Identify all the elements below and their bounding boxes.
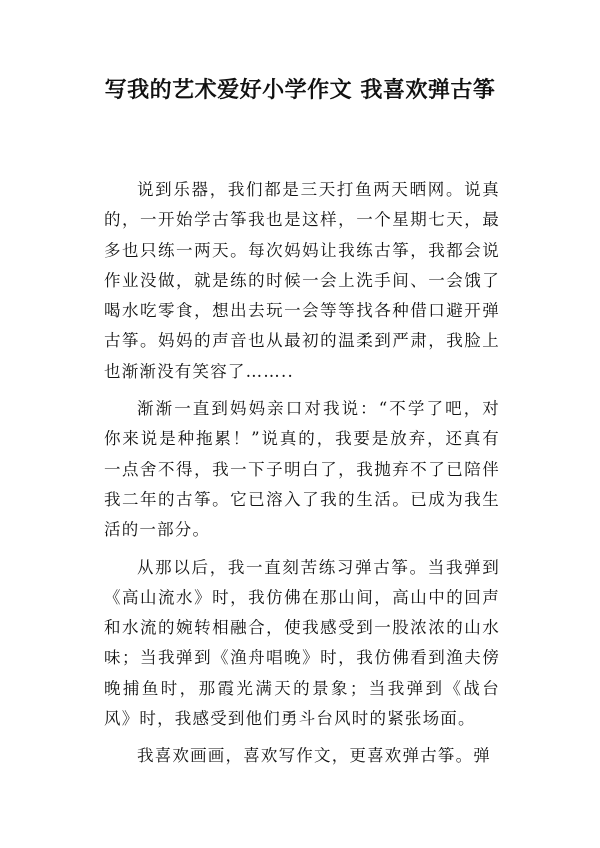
paragraph-1: 说到乐器，我们都是三天打鱼两天晒网。说真的，一开始学古筝我也是这样，一个星期七天，最多也只练一两天。每次妈妈让我练古筝，我都会说作业没做，就是练的时候一会上洗手间、一会饿了喝水吃零食，想出去玩一会等等找各种借口避开弹古筝。妈妈的声音也从最初的温柔到严肃，我脸上也渐渐没有笑容了…….. bbox=[104, 180, 500, 381]
paragraph-2: 渐渐一直到妈妈亲口对我说：“不学了吧，对你来说是种拖累！”说真的，我要是放弃，还真有一点舍不得，我一下子明白了，我抛弃不了已陪伴我二年的古筝。它已溶入了我的生活。已成为我生活的一部分。 bbox=[104, 399, 500, 540]
paragraph-3: 从那以后，我一直刻苦练习弹古筝。当我弹到《高山流水》时，我仿佛在那山间，高山中的回声和水流的婉转相融合，使我感受到一股浓浓的山水味；当我弹到《渔舟唱晚》时，我仿佛看到渔夫傍晚捕鱼时，那霞光满天的景象；当我弹到《战台风》时，我感受到他们勇斗台风时的紧张场面。 bbox=[104, 557, 500, 729]
document-title: 写我的艺术爱好小学作文 我喜欢弹古筝 bbox=[104, 78, 496, 103]
paragraph-4: 我喜欢画画，喜欢写作文，更喜欢弹古筝。弹 bbox=[137, 746, 491, 766]
document-body bbox=[104, 175, 500, 779]
